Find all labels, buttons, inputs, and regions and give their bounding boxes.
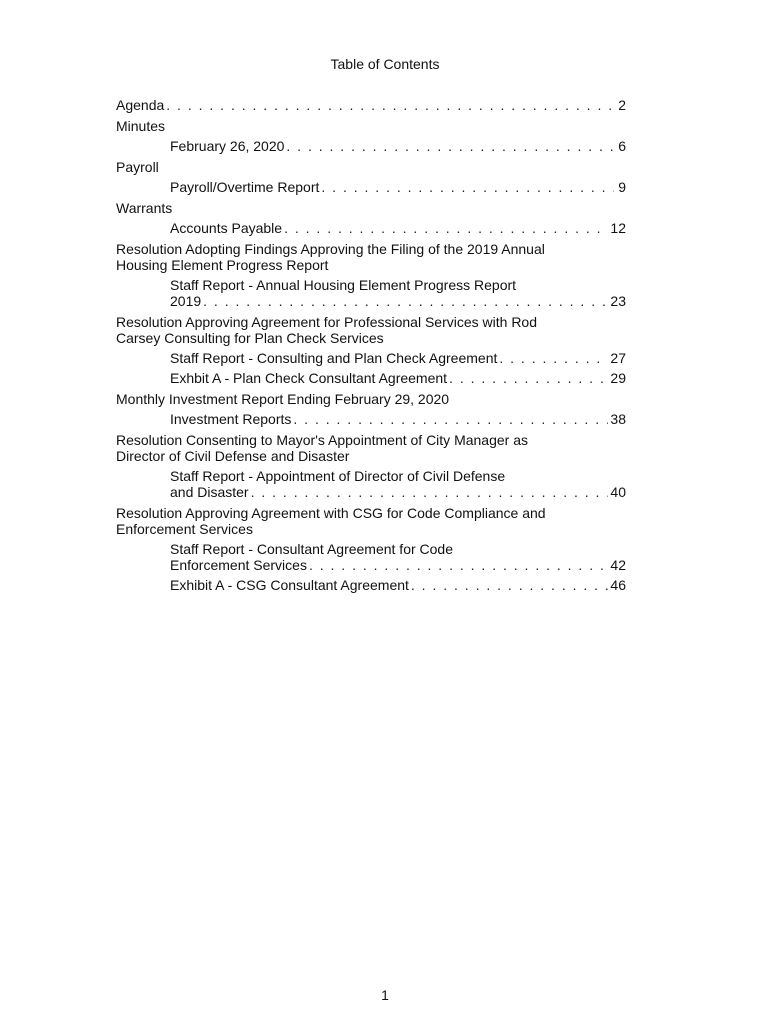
- toc-section-plan-check: [116, 314, 626, 346]
- toc-entry-label: Enforcement Services: [170, 557, 307, 573]
- toc-entry-label: Investment Reports: [170, 411, 292, 427]
- dot-leader: [251, 484, 609, 500]
- dot-leader: [286, 138, 614, 154]
- toc-entry-agenda[interactable]: [116, 97, 626, 113]
- dot-leader: [284, 220, 608, 236]
- toc-entry-label-line: Staff Report - Appointment of Director of Civil Defense: [170, 468, 506, 484]
- toc-entry-housing-staff-report[interactable]: [116, 277, 626, 309]
- dot-leader: [449, 370, 608, 386]
- toc-entry-label-line: Staff Report - Annual Housing Element Progress Report: [170, 277, 517, 293]
- dot-leader: [203, 293, 608, 309]
- dot-leader: [499, 350, 608, 366]
- toc-entry-label: February 26, 2020: [170, 138, 285, 154]
- toc-page-number: 9: [618, 179, 626, 195]
- toc-page-number: 40: [610, 484, 626, 500]
- toc-entry-label: Payroll/Overtime Report: [170, 179, 320, 195]
- toc-entry-label: Agenda: [116, 97, 165, 113]
- toc-section-csg: [116, 505, 626, 537]
- table-of-contents: [116, 97, 626, 593]
- toc-section-heading: Warrants: [116, 200, 173, 216]
- toc-entry-csg-exhibit-a[interactable]: [116, 577, 626, 593]
- toc-entry-label-line: Staff Report - Consultant Agreement for Code: [170, 541, 454, 557]
- toc-entry-accounts-payable[interactable]: [116, 220, 626, 236]
- toc-page-number: 42: [610, 557, 626, 573]
- dot-leader: [321, 179, 614, 195]
- toc-section-heading: Payroll: [116, 159, 159, 175]
- toc-entry-investment-reports[interactable]: [116, 411, 626, 427]
- toc-entry-label: Staff Report - Consulting and Plan Check Agreement: [170, 350, 498, 366]
- toc-page-number: 23: [610, 293, 626, 309]
- toc-page-number: 27: [610, 350, 626, 366]
- toc-section-heading: Monthly Investment Report Ending February 29, 2020: [116, 391, 450, 407]
- toc-page-number: 38: [610, 411, 626, 427]
- toc-entry-csg-staff-report[interactable]: [116, 541, 626, 573]
- toc-section-city-manager: [116, 432, 626, 464]
- toc-entry-label: Exhibit A - CSG Consultant Agreement: [170, 577, 409, 593]
- toc-page-number: 6: [618, 138, 626, 154]
- toc-entry-label: Accounts Payable: [170, 220, 283, 236]
- toc-entry-plan-check-staff-report[interactable]: [116, 350, 626, 366]
- toc-section-investment-report: [116, 391, 626, 407]
- toc-entry-label: and Disaster: [170, 484, 249, 500]
- dot-leader: [293, 411, 608, 427]
- toc-page-number: 46: [610, 577, 626, 593]
- toc-entry-plan-check-exhibit-a[interactable]: [116, 370, 626, 386]
- toc-section-housing-element: [116, 241, 626, 273]
- toc-entry-label: Exhbit A - Plan Check Consultant Agreement: [170, 370, 448, 386]
- page-title: Table of Contents: [330, 56, 440, 72]
- page-number: 1: [381, 987, 389, 1003]
- dot-leader: [411, 577, 609, 593]
- toc-section-heading: Resolution Consenting to Mayor's Appointment of City Manager as Director of Civil Defense and Disaster: [116, 432, 529, 464]
- dot-leader: [309, 557, 608, 573]
- toc-page-number: 12: [610, 220, 626, 236]
- toc-entry-minutes-feb-26[interactable]: [116, 138, 626, 154]
- toc-section-heading: Resolution Approving Agreement with CSG for Code Compliance and Enforcement Services: [116, 505, 546, 537]
- toc-section-minutes: [116, 118, 626, 134]
- dot-leader: [166, 97, 614, 113]
- toc-page-number: 29: [610, 370, 626, 386]
- toc-entry-civil-defense-staff-report[interactable]: [116, 468, 626, 500]
- toc-entry-label: 2019: [170, 293, 202, 309]
- toc-section-payroll: [116, 159, 626, 175]
- toc-section-heading: Resolution Approving Agreement for Professional Services with Rod Carsey Consulting for Plan Check Services: [116, 314, 537, 346]
- toc-page-number: 2: [618, 97, 626, 113]
- toc-section-heading: Resolution Adopting Findings Approving the Filing of the 2019 Annual Housing Element Progress Report: [116, 241, 545, 273]
- toc-section-warrants: [116, 200, 626, 216]
- toc-section-heading: Minutes: [116, 118, 166, 134]
- toc-entry-payroll-report[interactable]: [116, 179, 626, 195]
